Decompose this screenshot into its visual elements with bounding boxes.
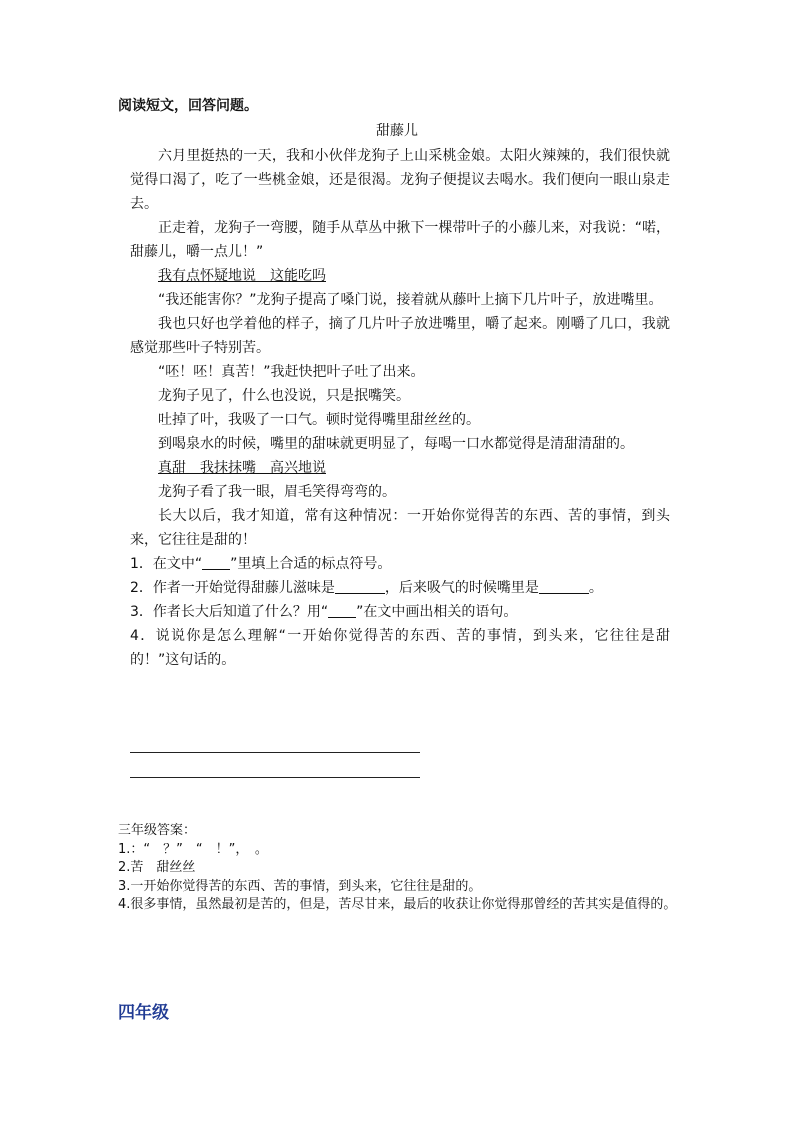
question-1: 1．在文中“ ”里填上合适的标点符号。 bbox=[130, 556, 392, 572]
answer-line-2 bbox=[130, 777, 420, 778]
blank-line bbox=[335, 579, 385, 594]
blank-line bbox=[328, 603, 356, 618]
answer-item-3: 3.一开始你觉得苦的东西、苦的事情，到头来，它往往是甜的。 bbox=[118, 878, 482, 894]
question-3: 3．作者长大后知道了什么？用“ ”在文中画出相关的语句。 bbox=[130, 604, 518, 620]
underlined-text: 我有点怀疑地说 这能吃吗 bbox=[158, 268, 326, 284]
passage-title: 甜藤儿 bbox=[376, 123, 418, 139]
underlined-sentence-1 bbox=[130, 264, 670, 288]
next-section-heading: 四年级 bbox=[118, 1003, 169, 1023]
paragraph-11: 龙狗子看了我一眼，眉毛笑得弯弯的。 bbox=[158, 484, 396, 500]
paragraph-12: 长大以后，我才知道，常有这种情况：一开始你觉得苦的东西、苦的事情，到头来，它往往是甜的！ bbox=[130, 508, 670, 548]
answer-item-2: 2.苦 甜丝丝 bbox=[118, 860, 196, 875]
paragraph-7: 龙狗子见了，什么也没说，只是抿嘴笑。 bbox=[158, 388, 410, 404]
paragraph-4: “我还能害你？”龙狗子提高了嗓门说，接着就从藤叶上摘下几片叶子，放进嘴里。 bbox=[158, 292, 663, 308]
paragraph-2: 正走着，龙狗子一弯腰，随手从草丛中揪下一棵带叶子的小藤儿来，对我说：“喏，甜藤儿，嚼一点儿！” bbox=[130, 220, 670, 260]
paragraph-8: 吐掉了叶，我吸了一口气。顿时觉得嘴里甜丝丝的。 bbox=[158, 412, 480, 428]
answer-key bbox=[118, 822, 678, 915]
passage-body bbox=[130, 144, 670, 672]
underlined-sentence-2 bbox=[130, 456, 670, 480]
underlined-text: 真甜 我抹抹嘴 高兴地说 bbox=[158, 460, 326, 476]
question-2: 2．作者一开始觉得甜藤儿滋味是 ，后来吸气的时候嘴里是 。 bbox=[130, 580, 603, 596]
answer-item-4: 4.很多事情，虽然最初是苦的，但是，苦尽甘来，最后的收获让你觉得那曾经的苦其实是值得的。 bbox=[118, 897, 677, 912]
paragraph-5: 我也只好也学着他的样子，摘了几片叶子放进嘴里，嚼了起来。刚嚼了几口，我就感觉那些叶子特别苦。 bbox=[130, 316, 670, 356]
blank-line bbox=[539, 579, 589, 594]
paragraph-6: “呸！呸！真苦！”我赶快把叶子吐了出来。 bbox=[158, 364, 425, 380]
instruction-heading: 阅读短文，回答问题。 bbox=[118, 98, 258, 114]
answer-key-label: 三年级答案： bbox=[118, 823, 197, 838]
question-4: 4．说说你是怎么理解“一开始你觉得苦的东西、苦的事情，到头来，它往往是甜的！”这句话的。 bbox=[130, 628, 670, 668]
blank-line bbox=[202, 555, 230, 570]
answer-line-1 bbox=[130, 752, 420, 753]
paragraph-9: 到喝泉水的时候，嘴里的甜味就更明显了，每喝一口水都觉得是清甜清甜的。 bbox=[158, 436, 634, 452]
paragraph-1: 六月里挺热的一天，我和小伙伴龙狗子上山采桃金娘。太阳火辣辣的，我们很快就觉得口渴了，吃了一些桃金娘，还是很渴。龙狗子便提议去喝水。我们便向一眼山泉走去。 bbox=[130, 148, 670, 212]
answer-item-1: 1.：“ ？” “ ！”， 。 bbox=[118, 841, 268, 857]
